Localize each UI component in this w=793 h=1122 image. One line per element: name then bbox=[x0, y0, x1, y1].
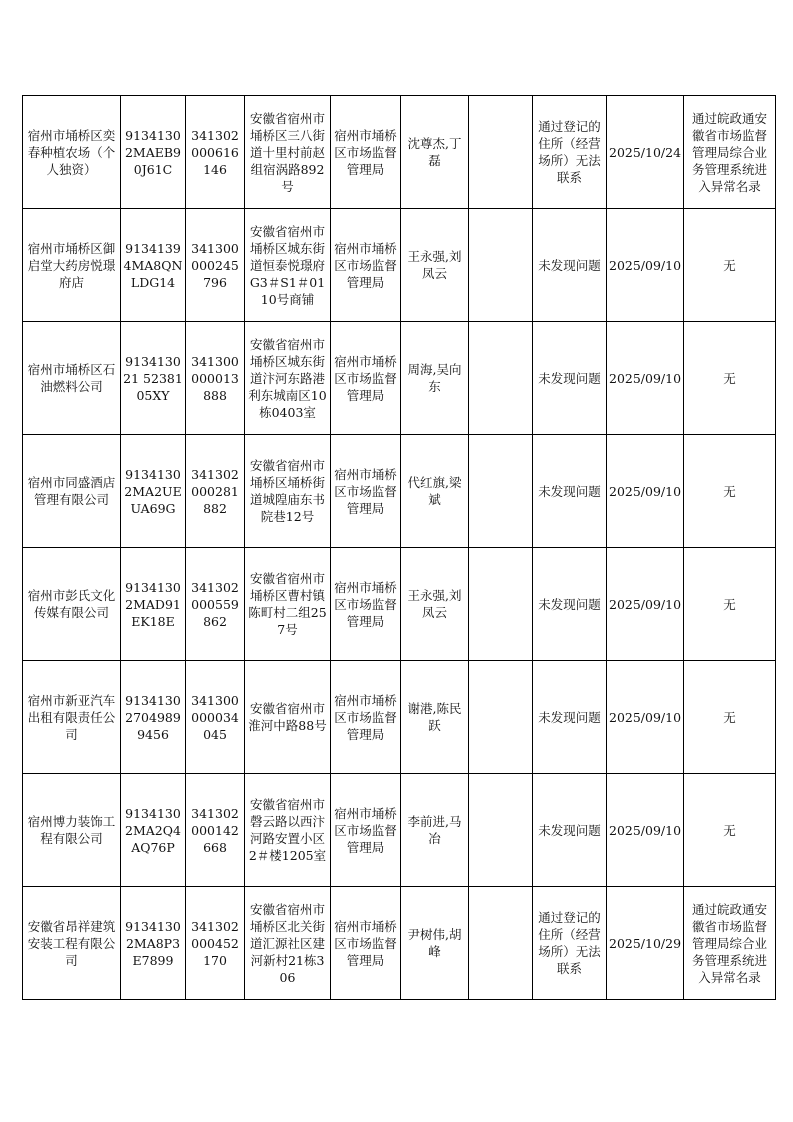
inspectors-cell: 代红旗,梁斌 bbox=[401, 435, 469, 548]
inspection-result-cell: 未发现问题 bbox=[533, 548, 607, 661]
blank-cell bbox=[469, 548, 533, 661]
authority-cell: 宿州市埇桥区市场监督管理局 bbox=[331, 322, 401, 435]
authority-cell: 宿州市埇桥区市场监督管理局 bbox=[331, 96, 401, 209]
date-cell: 2025/09/10 bbox=[607, 435, 684, 548]
table-row bbox=[23, 322, 776, 435]
authority-cell: 宿州市埇桥区市场监督管理局 bbox=[331, 887, 401, 1000]
handling-cell: 无 bbox=[684, 548, 776, 661]
registration-number-cell: 341302000616146 bbox=[186, 96, 245, 209]
inspectors-cell: 王永强,刘凤云 bbox=[401, 548, 469, 661]
handling-cell: 无 bbox=[684, 435, 776, 548]
inspection-result-cell: 未发现问题 bbox=[533, 435, 607, 548]
registration-number-cell: 341300000013888 bbox=[186, 322, 245, 435]
date-cell: 2025/09/10 bbox=[607, 209, 684, 322]
address-cell: 安徽省宿州市埇桥区城东街道汴河东路港利东城南区10栋0403室 bbox=[245, 322, 331, 435]
date-cell: 2025/10/24 bbox=[607, 96, 684, 209]
authority-cell: 宿州市埇桥区市场监督管理局 bbox=[331, 435, 401, 548]
blank-cell bbox=[469, 435, 533, 548]
table-row bbox=[23, 661, 776, 774]
handling-cell: 无 bbox=[684, 322, 776, 435]
address-cell: 安徽省宿州市埇桥区埇桥街道城隍庙东书院巷12号 bbox=[245, 435, 331, 548]
address-cell: 安徽省宿州市埇桥区三八街道十里村前赵组宿涡路892号 bbox=[245, 96, 331, 209]
handling-cell: 通过皖政通安徽省市场监督管理局综合业务管理系统进入异常名录 bbox=[684, 887, 776, 1000]
date-cell: 2025/09/10 bbox=[607, 548, 684, 661]
handling-cell: 无 bbox=[684, 209, 776, 322]
registration-number-cell: 341302000142668 bbox=[186, 774, 245, 887]
blank-cell bbox=[469, 322, 533, 435]
handling-cell: 无 bbox=[684, 774, 776, 887]
company-name-cell: 宿州市新亚汽车出租有限责任公司 bbox=[23, 661, 121, 774]
company-name-cell: 宿州博力装饰工程有限公司 bbox=[23, 774, 121, 887]
company-name-cell: 宿州市埇桥区御启堂大药房悦璟府店 bbox=[23, 209, 121, 322]
table-row bbox=[23, 435, 776, 548]
inspectors-cell: 李前进,马冶 bbox=[401, 774, 469, 887]
company-name-cell: 安徽省昂祥建筑安装工程有限公司 bbox=[23, 887, 121, 1000]
address-cell: 安徽省宿州市埇桥区曹村镇陈町村二组257号 bbox=[245, 548, 331, 661]
credit-code-cell: 91341394MA8QNLDG14 bbox=[121, 209, 186, 322]
authority-cell: 宿州市埇桥区市场监督管理局 bbox=[331, 209, 401, 322]
inspectors-cell: 沈尊杰,丁磊 bbox=[401, 96, 469, 209]
blank-cell bbox=[469, 887, 533, 1000]
handling-cell: 通过皖政通安徽省市场监督管理局综合业务管理系统进入异常名录 bbox=[684, 96, 776, 209]
inspection-result-cell: 通过登记的住所（经营场所）无法联系 bbox=[533, 96, 607, 209]
address-cell: 安徽省宿州市磬云路以西汴河路安置小区2＃楼1205室 bbox=[245, 774, 331, 887]
date-cell: 2025/10/29 bbox=[607, 887, 684, 1000]
date-cell: 2025/09/10 bbox=[607, 322, 684, 435]
blank-cell bbox=[469, 96, 533, 209]
address-cell: 安徽省宿州市埇桥区城东街道恒泰悦璟府G3＃S1＃0110号商铺 bbox=[245, 209, 331, 322]
table-row bbox=[23, 774, 776, 887]
registration-number-cell: 341302000559862 bbox=[186, 548, 245, 661]
registration-number-cell: 341300000245796 bbox=[186, 209, 245, 322]
blank-cell bbox=[469, 774, 533, 887]
table-row bbox=[23, 96, 776, 209]
inspection-result-cell: 未发现问题 bbox=[533, 322, 607, 435]
address-cell: 安徽省宿州市淮河中路88号 bbox=[245, 661, 331, 774]
inspectors-cell: 周海,吴向东 bbox=[401, 322, 469, 435]
authority-cell: 宿州市埇桥区市场监督管理局 bbox=[331, 548, 401, 661]
registration-number-cell: 341300000034045 bbox=[186, 661, 245, 774]
credit-code-cell: 91341302MA8P3E7899 bbox=[121, 887, 186, 1000]
date-cell: 2025/09/10 bbox=[607, 774, 684, 887]
credit-code-cell: 913413027049899456 bbox=[121, 661, 186, 774]
credit-code-cell: 91341302MA2Q4AQ76P bbox=[121, 774, 186, 887]
inspection-result-cell: 未发现问题 bbox=[533, 774, 607, 887]
table-row bbox=[23, 887, 776, 1000]
inspection-result-cell: 未发现问题 bbox=[533, 209, 607, 322]
blank-cell bbox=[469, 661, 533, 774]
date-cell: 2025/09/10 bbox=[607, 661, 684, 774]
credit-code-cell: 91341302MAD91EK18E bbox=[121, 548, 186, 661]
authority-cell: 宿州市埇桥区市场监督管理局 bbox=[331, 661, 401, 774]
registration-number-cell: 341302000452170 bbox=[186, 887, 245, 1000]
company-name-cell: 宿州市埇桥区石油燃料公司 bbox=[23, 322, 121, 435]
table-row bbox=[23, 209, 776, 322]
inspection-result-cell: 未发现问题 bbox=[533, 661, 607, 774]
company-name-cell: 宿州市同盛酒店管理有限公司 bbox=[23, 435, 121, 548]
blank-cell bbox=[469, 209, 533, 322]
inspectors-cell: 尹树伟,胡峰 bbox=[401, 887, 469, 1000]
handling-cell: 无 bbox=[684, 661, 776, 774]
table-body bbox=[23, 96, 776, 1000]
credit-code-cell: 913413021 5238105XY bbox=[121, 322, 186, 435]
inspectors-cell: 谢港,陈民跃 bbox=[401, 661, 469, 774]
company-name-cell: 宿州市埇桥区奕春种植农场（个人独资） bbox=[23, 96, 121, 209]
credit-code-cell: 91341302MA2UEUA69G bbox=[121, 435, 186, 548]
credit-code-cell: 91341302MAEB90J61C bbox=[121, 96, 186, 209]
authority-cell: 宿州市埇桥区市场监督管理局 bbox=[331, 774, 401, 887]
company-name-cell: 宿州市彭氏文化传媒有限公司 bbox=[23, 548, 121, 661]
inspectors-cell: 王永强,刘凤云 bbox=[401, 209, 469, 322]
inspection-results-table bbox=[22, 95, 776, 1000]
inspection-result-cell: 通过登记的住所（经营场所）无法联系 bbox=[533, 887, 607, 1000]
table-row bbox=[23, 548, 776, 661]
registration-number-cell: 341302000281882 bbox=[186, 435, 245, 548]
address-cell: 安徽省宿州市埇桥区北关街道汇源社区建河新村21栋306 bbox=[245, 887, 331, 1000]
